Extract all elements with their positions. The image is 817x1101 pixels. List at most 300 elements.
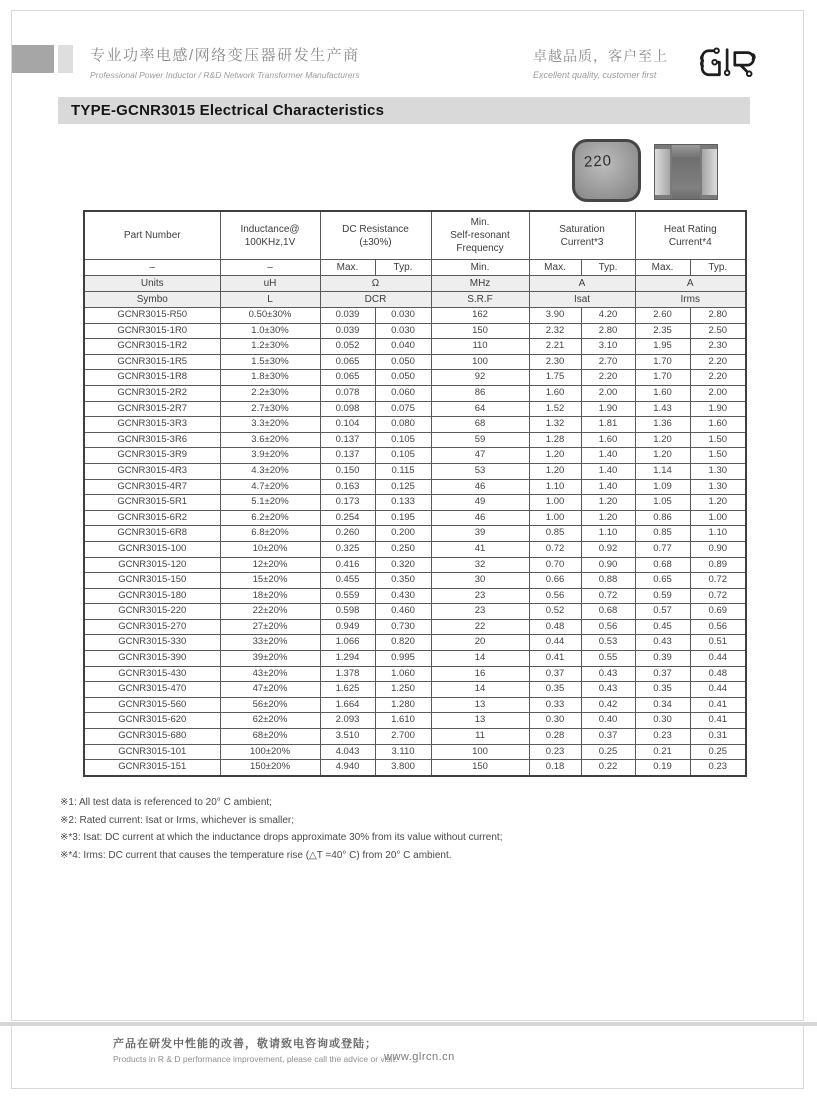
value-cell: 0.92 (581, 541, 635, 557)
table-row (84, 463, 746, 479)
part-number-cell: GCNR3015-220 (84, 604, 220, 620)
value-cell: 0.21 (635, 744, 690, 760)
value-cell: 1.50 (690, 448, 746, 464)
value-cell: 150 (431, 760, 529, 776)
value-cell: 0.22 (581, 760, 635, 776)
value-cell: 0.37 (635, 666, 690, 682)
footer (11, 1026, 804, 1089)
value-cell: 1.8±30% (220, 370, 320, 386)
value-cell: 1.30 (690, 463, 746, 479)
value-cell: 1.40 (581, 479, 635, 495)
value-cell: 0.060 (375, 385, 431, 401)
value-cell: 47 (431, 448, 529, 464)
value-cell: 64 (431, 401, 529, 417)
value-cell: 0.25 (581, 744, 635, 760)
value-cell: 0.820 (375, 635, 431, 651)
subheader-cell: Max. (635, 260, 690, 276)
value-cell: 1.20 (529, 448, 581, 464)
value-cell: 0.115 (375, 463, 431, 479)
inductor-terminal-left (655, 149, 670, 195)
value-cell: 1.81 (581, 417, 635, 433)
symbol-cell: L (220, 292, 320, 308)
value-cell: 3.110 (375, 744, 431, 760)
value-cell: 0.460 (375, 604, 431, 620)
value-cell: 0.040 (375, 339, 431, 355)
decor-square-light (58, 45, 73, 73)
table-row (84, 308, 746, 324)
value-cell: 0.052 (320, 339, 375, 355)
footnote-2: ※2: Rated current: Isat or Irms, whichever is smaller; (60, 814, 295, 826)
header-row-main (84, 211, 746, 260)
footnote-3: ※*3: Isat: DC current at which the inductance drops approximate 30% from its value without current; (60, 832, 503, 843)
part-number-cell: GCNR3015-2R2 (84, 385, 220, 401)
table-row (84, 604, 746, 620)
value-cell: 1.43 (635, 401, 690, 417)
part-number-cell: GCNR3015-1R0 (84, 323, 220, 339)
value-cell: 0.56 (690, 619, 746, 635)
value-cell: 0.50±30% (220, 308, 320, 324)
value-cell: 1.50 (690, 432, 746, 448)
value-cell: 0.72 (690, 588, 746, 604)
value-cell: 0.72 (581, 588, 635, 604)
symbol-cell: DCR (320, 292, 431, 308)
subheader-cell: Typ. (375, 260, 431, 276)
value-cell: 0.260 (320, 526, 375, 542)
value-cell: 3.90 (529, 308, 581, 324)
footer-note-chinese: 产品在研发中性能的改善，敬请致电咨询或登陆； (113, 1038, 377, 1050)
value-cell: 1.90 (690, 401, 746, 417)
table-row (84, 385, 746, 401)
footnotes (60, 794, 502, 864)
table-row (84, 697, 746, 713)
value-cell: 14 (431, 651, 529, 667)
value-cell: 3.3±20% (220, 417, 320, 433)
value-cell: 59 (431, 432, 529, 448)
part-number-cell: GCNR3015-4R7 (84, 479, 220, 495)
table-row (84, 682, 746, 698)
col-header-part-number: Part Number (84, 211, 220, 260)
value-cell: 0.77 (635, 541, 690, 557)
value-cell: 0.39 (635, 651, 690, 667)
value-cell: 2.20 (581, 370, 635, 386)
col-header-heat-rating-current: Heat Rating Current*4 (635, 211, 746, 260)
value-cell: 0.43 (581, 682, 635, 698)
col-header-srf: Min. Self-resonant Frequency (431, 211, 529, 260)
value-cell: 2.7±30% (220, 401, 320, 417)
value-cell: 1.280 (375, 697, 431, 713)
value-cell: 162 (431, 308, 529, 324)
table-row (84, 448, 746, 464)
value-cell: 0.90 (690, 541, 746, 557)
symbol-cell: Isat (529, 292, 635, 308)
value-cell: 0.050 (375, 370, 431, 386)
value-cell: 15±20% (220, 573, 320, 589)
value-cell: 68±20% (220, 729, 320, 745)
part-number-cell: GCNR3015-3R9 (84, 448, 220, 464)
tagline-english: Excellent quality, customer first (533, 70, 657, 80)
value-cell: 0.25 (690, 744, 746, 760)
value-cell: 23 (431, 604, 529, 620)
website-link[interactable]: www.glrcn.cn (384, 1051, 455, 1063)
value-cell: 13 (431, 697, 529, 713)
value-cell: 0.105 (375, 448, 431, 464)
value-cell: 1.36 (635, 417, 690, 433)
value-cell: 1.20 (581, 495, 635, 511)
value-cell: 2.00 (690, 385, 746, 401)
value-cell: 4.3±20% (220, 463, 320, 479)
part-number-cell: GCNR3015-620 (84, 713, 220, 729)
subheader-cell: – (84, 260, 220, 276)
table-row (84, 432, 746, 448)
value-cell: 4.7±20% (220, 479, 320, 495)
value-cell: 2.00 (581, 385, 635, 401)
value-cell: 0.41 (690, 697, 746, 713)
value-cell: 0.35 (635, 682, 690, 698)
value-cell: 1.20 (529, 463, 581, 479)
value-cell: 0.56 (529, 588, 581, 604)
value-cell: 2.35 (635, 323, 690, 339)
value-cell: 39 (431, 526, 529, 542)
value-cell: 150 (431, 323, 529, 339)
value-cell: 0.68 (581, 604, 635, 620)
value-cell: 1.20 (690, 495, 746, 511)
value-cell: 1.20 (635, 448, 690, 464)
part-number-cell: GCNR3015-680 (84, 729, 220, 745)
value-cell: 0.65 (635, 573, 690, 589)
value-cell: 0.23 (635, 729, 690, 745)
value-cell: 43±20% (220, 666, 320, 682)
value-cell: 0.065 (320, 370, 375, 386)
inductor-marking: 220 (583, 152, 613, 171)
tagline-block (533, 46, 668, 80)
value-cell: 1.664 (320, 697, 375, 713)
units-cell: A (529, 276, 635, 292)
part-number-cell: GCNR3015-2R7 (84, 401, 220, 417)
value-cell: 1.294 (320, 651, 375, 667)
value-cell: 0.320 (375, 557, 431, 573)
value-cell: 1.0±30% (220, 323, 320, 339)
value-cell: 0.90 (581, 557, 635, 573)
table-body (84, 308, 746, 776)
value-cell: 0.42 (581, 697, 635, 713)
value-cell: 0.59 (635, 588, 690, 604)
part-number-cell: GCNR3015-1R8 (84, 370, 220, 386)
table-row (84, 417, 746, 433)
part-number-cell: GCNR3015-430 (84, 666, 220, 682)
value-cell: 110 (431, 339, 529, 355)
value-cell: 0.075 (375, 401, 431, 417)
decor-square-dark (12, 45, 54, 73)
value-cell: 1.90 (581, 401, 635, 417)
value-cell: 0.41 (529, 651, 581, 667)
value-cell: 6.8±20% (220, 526, 320, 542)
value-cell: 0.85 (529, 526, 581, 542)
value-cell: 86 (431, 385, 529, 401)
value-cell: 1.70 (635, 354, 690, 370)
value-cell: 0.37 (529, 666, 581, 682)
value-cell: 23 (431, 588, 529, 604)
value-cell: 5.1±20% (220, 495, 320, 511)
value-cell: 0.30 (635, 713, 690, 729)
value-cell: 4.043 (320, 744, 375, 760)
units-cell: uH (220, 276, 320, 292)
value-cell: 0.200 (375, 526, 431, 542)
value-cell: 0.48 (529, 619, 581, 635)
part-number-cell: GCNR3015-151 (84, 760, 220, 776)
value-cell: 47±20% (220, 682, 320, 698)
part-number-cell: GCNR3015-390 (84, 651, 220, 667)
value-cell: 1.625 (320, 682, 375, 698)
value-cell: 0.254 (320, 510, 375, 526)
subheader-cell: Max. (529, 260, 581, 276)
units-cell: Units (84, 276, 220, 292)
value-cell: 1.60 (635, 385, 690, 401)
value-cell: 0.050 (375, 354, 431, 370)
value-cell: 4.20 (581, 308, 635, 324)
value-cell: 1.70 (635, 370, 690, 386)
value-cell: 0.53 (581, 635, 635, 651)
value-cell: 11 (431, 729, 529, 745)
value-cell: 0.098 (320, 401, 375, 417)
value-cell: 0.30 (529, 713, 581, 729)
table-row (84, 401, 746, 417)
value-cell: 0.598 (320, 604, 375, 620)
value-cell: 1.066 (320, 635, 375, 651)
value-cell: 56±20% (220, 697, 320, 713)
value-cell: 1.20 (635, 432, 690, 448)
value-cell: 0.104 (320, 417, 375, 433)
value-cell: 46 (431, 510, 529, 526)
units-cell: Ω (320, 276, 431, 292)
symbol-cell: S.R.F (431, 292, 529, 308)
value-cell: 100 (431, 744, 529, 760)
value-cell: 1.95 (635, 339, 690, 355)
value-cell: 2.60 (635, 308, 690, 324)
footnote-1: ※1: All test data is referenced to 20° C ambient; (60, 797, 272, 808)
value-cell: 2.32 (529, 323, 581, 339)
value-cell: 0.080 (375, 417, 431, 433)
value-cell: 0.455 (320, 573, 375, 589)
value-cell: 100 (431, 354, 529, 370)
table-row (84, 588, 746, 604)
table-row (84, 339, 746, 355)
value-cell: 1.40 (581, 448, 635, 464)
value-cell: 1.10 (529, 479, 581, 495)
value-cell: 0.31 (690, 729, 746, 745)
value-cell: 27±20% (220, 619, 320, 635)
value-cell: 0.86 (635, 510, 690, 526)
value-cell: 1.52 (529, 401, 581, 417)
value-cell: 18±20% (220, 588, 320, 604)
value-cell: 0.44 (529, 635, 581, 651)
tagline-chinese: 卓越品质，客户至上 (533, 48, 668, 64)
table-row (84, 370, 746, 386)
value-cell: 0.559 (320, 588, 375, 604)
value-cell: 4.940 (320, 760, 375, 776)
table-row (84, 651, 746, 667)
value-cell: 0.350 (375, 573, 431, 589)
value-cell: 2.80 (690, 308, 746, 324)
value-cell: 0.078 (320, 385, 375, 401)
value-cell: 0.137 (320, 432, 375, 448)
value-cell: 0.51 (690, 635, 746, 651)
table-row (84, 323, 746, 339)
table-row (84, 744, 746, 760)
value-cell: 0.52 (529, 604, 581, 620)
value-cell: 0.68 (635, 557, 690, 573)
brand-block (90, 44, 360, 80)
value-cell: 1.75 (529, 370, 581, 386)
value-cell: 1.32 (529, 417, 581, 433)
part-number-cell: GCNR3015-120 (84, 557, 220, 573)
value-cell: 0.18 (529, 760, 581, 776)
value-cell: 0.56 (581, 619, 635, 635)
value-cell: 2.093 (320, 713, 375, 729)
value-cell: 1.10 (581, 526, 635, 542)
value-cell: 41 (431, 541, 529, 557)
part-number-cell: GCNR3015-470 (84, 682, 220, 698)
value-cell: 0.730 (375, 619, 431, 635)
value-cell: 0.48 (690, 666, 746, 682)
table-row (84, 635, 746, 651)
value-cell: 150±20% (220, 760, 320, 776)
value-cell: 0.66 (529, 573, 581, 589)
header-row-symbols (84, 292, 746, 308)
part-number-cell: GCNR3015-330 (84, 635, 220, 651)
table-row (84, 541, 746, 557)
value-cell: 1.610 (375, 713, 431, 729)
value-cell: 0.44 (690, 651, 746, 667)
value-cell: 39±20% (220, 651, 320, 667)
subheader-cell: Typ. (690, 260, 746, 276)
value-cell: 46 (431, 479, 529, 495)
table-row (84, 495, 746, 511)
value-cell: 0.416 (320, 557, 375, 573)
value-cell: 1.30 (690, 479, 746, 495)
table-row (84, 729, 746, 745)
value-cell: 1.10 (690, 526, 746, 542)
value-cell: 0.89 (690, 557, 746, 573)
value-cell: 0.039 (320, 308, 375, 324)
brand-name-chinese: 专业功率电感/网络变压器研发生产商 (90, 47, 360, 64)
value-cell: 10±20% (220, 541, 320, 557)
value-cell: 20 (431, 635, 529, 651)
value-cell: 1.20 (581, 510, 635, 526)
value-cell: 33±20% (220, 635, 320, 651)
part-number-cell: GCNR3015-6R2 (84, 510, 220, 526)
value-cell: 32 (431, 557, 529, 573)
value-cell: 0.69 (690, 604, 746, 620)
value-cell: 0.41 (690, 713, 746, 729)
value-cell: 1.28 (529, 432, 581, 448)
col-header-saturation-current: Saturation Current*3 (529, 211, 635, 260)
value-cell: 0.173 (320, 495, 375, 511)
value-cell: 2.30 (529, 354, 581, 370)
footnote-4: ※*4: Irms: DC current that causes the temperature rise (△T =40° C) from 20° C ambient. (60, 849, 452, 861)
value-cell: 1.00 (529, 510, 581, 526)
value-cell: 2.80 (581, 323, 635, 339)
value-cell: 0.57 (635, 604, 690, 620)
table-row (84, 619, 746, 635)
value-cell: 0.28 (529, 729, 581, 745)
value-cell: 2.30 (690, 339, 746, 355)
value-cell: 100±20% (220, 744, 320, 760)
value-cell: 14 (431, 682, 529, 698)
value-cell: 2.20 (690, 354, 746, 370)
value-cell: 0.105 (375, 432, 431, 448)
value-cell: 0.88 (581, 573, 635, 589)
part-number-cell: GCNR3015-4R3 (84, 463, 220, 479)
value-cell: 49 (431, 495, 529, 511)
value-cell: 1.40 (581, 463, 635, 479)
inductor-terminal-right (702, 149, 717, 195)
inductor-core (672, 145, 700, 199)
value-cell: 0.37 (581, 729, 635, 745)
header-row-minmax (84, 260, 746, 276)
subheader-cell: Typ. (581, 260, 635, 276)
value-cell: 0.949 (320, 619, 375, 635)
value-cell: 0.030 (375, 323, 431, 339)
value-cell: 2.21 (529, 339, 581, 355)
table-row (84, 573, 746, 589)
value-cell: 0.40 (581, 713, 635, 729)
value-cell: 0.23 (690, 760, 746, 776)
value-cell: 3.9±20% (220, 448, 320, 464)
value-cell: 0.34 (635, 697, 690, 713)
value-cell: 0.43 (635, 635, 690, 651)
value-cell: 1.60 (529, 385, 581, 401)
value-cell: 0.250 (375, 541, 431, 557)
table-row (84, 510, 746, 526)
table-row (84, 713, 746, 729)
value-cell: 53 (431, 463, 529, 479)
value-cell: 0.150 (320, 463, 375, 479)
value-cell: 0.039 (320, 323, 375, 339)
footer-note-english: Products in R & D performance improvement, please call the advice or visit: (113, 1054, 398, 1064)
value-cell: 1.378 (320, 666, 375, 682)
value-cell: 0.35 (529, 682, 581, 698)
value-cell: 0.030 (375, 308, 431, 324)
units-cell: A (635, 276, 746, 292)
table-row (84, 479, 746, 495)
value-cell: 0.133 (375, 495, 431, 511)
value-cell: 1.5±30% (220, 354, 320, 370)
brand-name-english: Professional Power Inductor / R&D Network Transformer Manufacturers (90, 70, 360, 80)
value-cell: 92 (431, 370, 529, 386)
part-number-cell: GCNR3015-101 (84, 744, 220, 760)
value-cell: 0.125 (375, 479, 431, 495)
value-cell: 0.72 (529, 541, 581, 557)
value-cell: 0.23 (529, 744, 581, 760)
value-cell: 2.50 (690, 323, 746, 339)
value-cell: 22 (431, 619, 529, 635)
col-header-inductance: Inductance@ 100KHz,1V (220, 211, 320, 260)
value-cell: 1.14 (635, 463, 690, 479)
units-cell: MHz (431, 276, 529, 292)
value-cell: 0.995 (375, 651, 431, 667)
value-cell: 3.6±20% (220, 432, 320, 448)
subheader-cell: Max. (320, 260, 375, 276)
symbol-cell: Irms (635, 292, 746, 308)
part-number-cell: GCNR3015-3R3 (84, 417, 220, 433)
value-cell: 6.2±20% (220, 510, 320, 526)
value-cell: 0.85 (635, 526, 690, 542)
value-cell: 16 (431, 666, 529, 682)
value-cell: 0.325 (320, 541, 375, 557)
value-cell: 1.05 (635, 495, 690, 511)
page-title: TYPE-GCNR3015 Electrical Characteristics (58, 97, 750, 124)
value-cell: 62±20% (220, 713, 320, 729)
